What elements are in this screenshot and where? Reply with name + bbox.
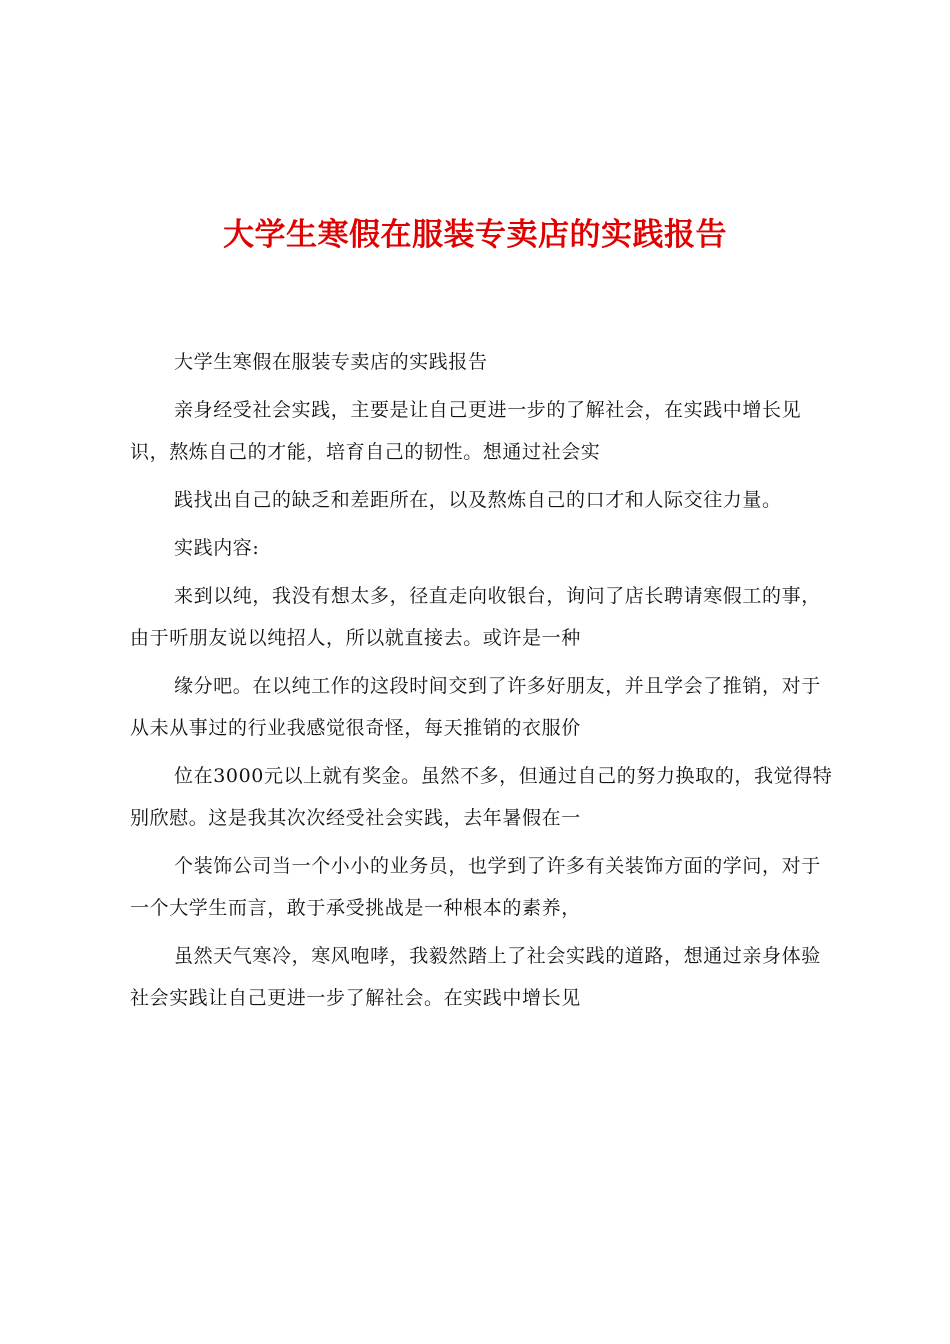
document-body — [130, 341, 834, 1019]
paragraph-4: 缘分吧。在以纯工作的这段时间交到了许多好朋友，并且学会了推销，对于从未从事过的行业我感觉很奇怪，每天推销的衣服价 — [130, 675, 821, 739]
document-title: 大学生寒假在服装专卖店的实践报告 — [223, 217, 727, 253]
paragraph-2: 践找出自己的缺乏和差距所在，以及熬炼自己的口才和人际交往力量。 — [174, 489, 782, 511]
paragraph-6: 个装饰公司当一个小小的业务员，也学到了许多有关装饰方面的学问，对于一个大学生而言，敢于承受挑战是一种根本的素养， — [130, 855, 821, 919]
paragraph-section-heading: 实践内容: — [174, 537, 260, 559]
paragraph-3: 来到以纯，我没有想太多，径直走向收银台，询问了店长聘请寒假工的事，由于听朋友说以纯招人，所以就直接去。或许是一种 — [130, 585, 821, 649]
paragraph-1: 亲身经受社会实践，主要是让自己更进一步的了解社会，在实践中增长见识，熬炼自己的才能，培育自己的韧性。想通过社会实 — [130, 399, 802, 463]
paragraph-7: 虽然天气寒冷，寒风咆哮，我毅然踏上了社会实践的道路，想通过亲身体验社会实践让自己更进一步了解社会。在实践中增长见 — [130, 945, 821, 1009]
paragraph-subtitle: 大学生寒假在服装专卖店的实践报告 — [174, 351, 488, 373]
paragraph-5: 位在3000元以上就有奖金。虽然不多，但通过自己的努力换取的，我觉得特别欣慰。这是我其次次经受社会实践，去年暑假在一 — [130, 765, 833, 829]
